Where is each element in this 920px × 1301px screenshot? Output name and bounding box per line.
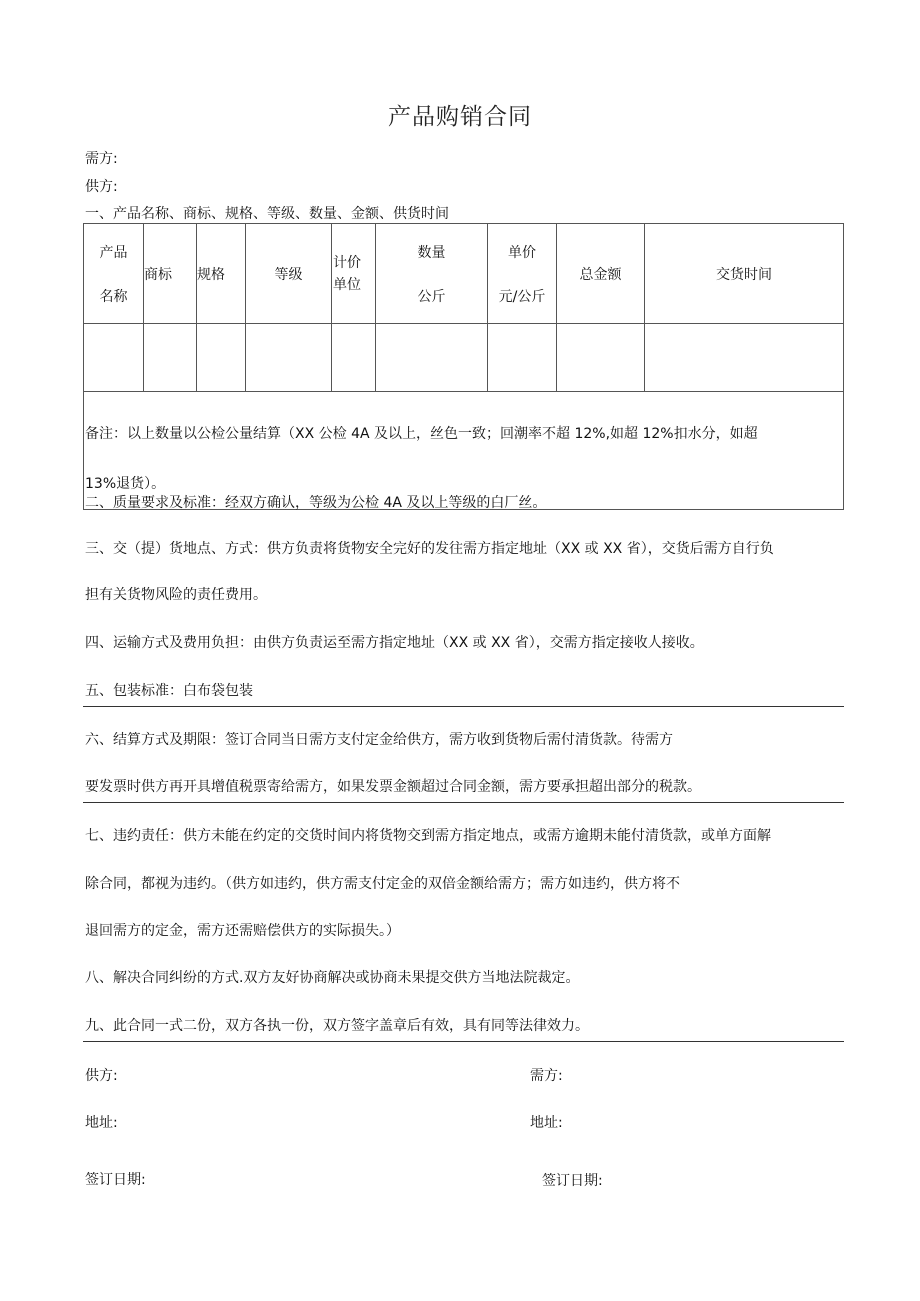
cell-unit-price[interactable] bbox=[488, 324, 557, 392]
table-row bbox=[84, 324, 844, 392]
col-label: 产品 bbox=[99, 244, 128, 261]
seller-label-top: 供方: bbox=[85, 179, 118, 195]
col-label: 元/公斤 bbox=[498, 288, 546, 305]
col-label: 计价 bbox=[333, 254, 361, 271]
section-1-heading: 一、产品名称、商标、规格、等级、数量、金额、供货时间 bbox=[85, 206, 449, 222]
section-5: 五、包装标准：白布袋包装 bbox=[85, 683, 253, 699]
col-label: 单位 bbox=[333, 276, 361, 293]
section-3-line-1: 三、交（提）货地点、方式：供方负责将货物安全完好的发往需方指定地址（XX 或 XX 省），交货后需方自行负 bbox=[85, 541, 774, 557]
cell-spec[interactable] bbox=[197, 324, 246, 392]
col-spec bbox=[197, 224, 246, 324]
cell-grade[interactable] bbox=[246, 324, 332, 392]
section-7-line-1: 七、违约责任：供方未能在约定的交货时间内将货物交到需方指定地点，或需方逾期未能付清货款，或单方面解 bbox=[85, 828, 771, 844]
col-label: 名称 bbox=[99, 288, 128, 305]
document-title: 产品购销合同 bbox=[388, 104, 532, 130]
seller-signature-label[interactable]: 供方: bbox=[85, 1068, 118, 1084]
section-6-line-2: 要发票时供方再开具增值税票寄给需方，如果发票金额超过合同金额，需方要承担超出部分的税款。 bbox=[85, 779, 701, 795]
col-quantity bbox=[376, 224, 488, 324]
divider bbox=[83, 1041, 844, 1042]
note-line-2: 13%退货）。 bbox=[85, 476, 166, 492]
note-line-1: 备注：以上数量以公检公量结算（XX 公检 4A 及以上，丝色一致；回潮率不超 12%,如超 12%扣水分，如超 bbox=[85, 426, 758, 442]
divider bbox=[83, 802, 844, 803]
seller-address-label[interactable]: 地址: bbox=[85, 1115, 118, 1131]
section-2: 二、质量要求及标准：经双方确认，等级为公检 4A 及以上等级的白厂丝。 bbox=[85, 495, 547, 511]
col-label: 总金额 bbox=[579, 266, 622, 283]
col-pricing-unit bbox=[332, 224, 376, 324]
buyer-signature-label[interactable]: 需方: bbox=[530, 1068, 563, 1084]
col-grade bbox=[246, 224, 332, 324]
col-label: 规格 bbox=[197, 266, 225, 283]
col-label: 交货时间 bbox=[716, 266, 772, 283]
section-8: 八、解决合同纠纷的方式.双方友好协商解决或协商未果提交供方当地法院裁定。 bbox=[85, 970, 580, 986]
section-3-line-2: 担有关货物风险的责任费用。 bbox=[85, 587, 267, 603]
col-label: 等级 bbox=[274, 266, 303, 283]
section-7-line-2: 除合同，都视为违约。（供方如违约，供方需支付定金的双倍金额给需方；需方如违约，供方将不 bbox=[85, 876, 680, 892]
section-4: 四、运输方式及费用负担：由供方负责运至需方指定地址（XX 或 XX 省），交需方指定接收人接收。 bbox=[85, 635, 704, 651]
note-cell bbox=[84, 392, 844, 510]
col-delivery-time bbox=[645, 224, 844, 324]
seller-sign-date-label[interactable]: 签订日期: bbox=[85, 1172, 146, 1188]
buyer-address-label[interactable]: 地址: bbox=[530, 1115, 563, 1131]
buyer-sign-date-label[interactable]: 签订日期: bbox=[542, 1173, 603, 1189]
col-label: 商标 bbox=[144, 266, 172, 283]
cell-brand[interactable] bbox=[144, 324, 197, 392]
table-header-row bbox=[84, 224, 844, 324]
cell-delivery-time[interactable] bbox=[645, 324, 844, 392]
divider bbox=[83, 706, 844, 707]
col-label: 单价 bbox=[508, 244, 536, 261]
cell-pricing-unit[interactable] bbox=[332, 324, 376, 392]
col-product-name bbox=[84, 224, 144, 324]
col-brand bbox=[144, 224, 197, 324]
col-label: 公斤 bbox=[417, 288, 446, 305]
section-7-line-3: 退回需方的定金，需方还需赔偿供方的实际损失。） bbox=[85, 923, 400, 939]
table-note-row bbox=[84, 392, 844, 510]
goods-table bbox=[83, 223, 844, 510]
col-label: 数量 bbox=[417, 244, 446, 261]
cell-total-amount[interactable] bbox=[557, 324, 645, 392]
cell-product-name[interactable] bbox=[84, 324, 144, 392]
cell-quantity[interactable] bbox=[376, 324, 488, 392]
col-total-amount bbox=[557, 224, 645, 324]
section-9: 九、此合同一式二份，双方各执一份，双方签字盖章后有效，具有同等法律效力。 bbox=[85, 1018, 589, 1034]
buyer-label-top: 需方: bbox=[85, 151, 118, 167]
col-unit-price bbox=[488, 224, 557, 324]
section-6-line-1: 六、结算方式及期限：签订合同当日需方支付定金给供方，需方收到货物后需付清货款。待需方 bbox=[85, 732, 673, 748]
